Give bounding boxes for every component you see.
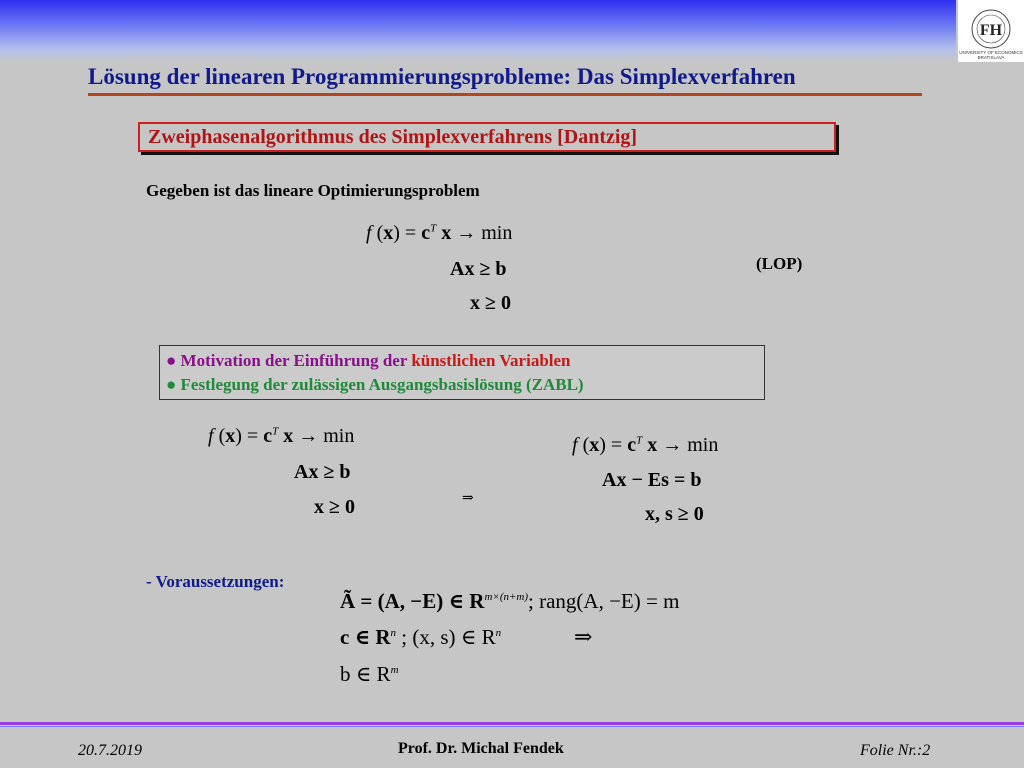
prereq-line-2: c ∈ $R^n$ ; (x, s) ∈ $R^n$ — [340, 625, 502, 649]
right-objective: f $(x) = c^T$ x → min — [572, 434, 719, 456]
logo-caption: UNIVERSITY OF ECONOMICS BRATISLAVA — [959, 50, 1023, 60]
implies-small-icon: ⇒ — [462, 491, 474, 506]
lop-objective: f $(x) = c^T$ x → min — [366, 222, 513, 244]
prereq-line-3: b ∈ $R^m$ — [340, 662, 399, 686]
logo-emblem-icon — [970, 8, 1012, 50]
subtitle-text: Zweiphasenalgorithmus des Simplexverfahrens [Dantzig] — [148, 126, 638, 148]
footer-author: Prof. Dr. Michal Fendek — [398, 740, 564, 757]
info-row-2: ● Festlegung der zulässigen Ausgangsbasislösung (ZABL) — [166, 375, 584, 394]
subtitle-box — [138, 122, 836, 152]
footer-divider-secondary — [0, 726, 1024, 727]
slide-title: Lösung der linearen Programmierungsprobleme: Das Simplexverfahren — [88, 64, 796, 89]
right-constraint-1: Ax − Es = b — [602, 469, 702, 491]
lop-constraint-1: Ax ≥ b — [450, 258, 507, 280]
info-box — [159, 345, 765, 400]
left-constraint-1: Ax ≥ b — [294, 461, 351, 483]
prerequisites-label: - Voraussetzungen: — [146, 572, 285, 591]
right-constraint-2: x, s ≥ 0 — [645, 503, 704, 525]
info-row-1: ● Motivation der Einführung der künstlichen Variablen — [166, 351, 571, 370]
lop-label: (LOP) — [756, 254, 803, 273]
header-gradient-bar — [0, 0, 956, 62]
left-objective: f $(x) = c^T$ x → min — [208, 425, 355, 447]
lop-constraint-2: x ≥ 0 — [470, 292, 511, 314]
footer-slide-number: Folie Nr.:2 — [860, 742, 931, 759]
implies-icon: ⇒ — [574, 624, 593, 649]
title-underline — [88, 93, 922, 96]
logo-letters: FH — [979, 22, 1003, 39]
footer-divider — [0, 722, 1024, 725]
prereq-line-1: Ã = (A, −E) ∈ $R^{m\times(n+m)}$; rang(A, −E) = m — [340, 589, 680, 613]
university-logo — [958, 0, 1024, 62]
footer-date: 20.7.2019 — [78, 742, 142, 759]
given-text: Gegeben ist das lineare Optimierungsproblem — [146, 181, 480, 200]
left-constraint-2: x ≥ 0 — [314, 496, 355, 518]
